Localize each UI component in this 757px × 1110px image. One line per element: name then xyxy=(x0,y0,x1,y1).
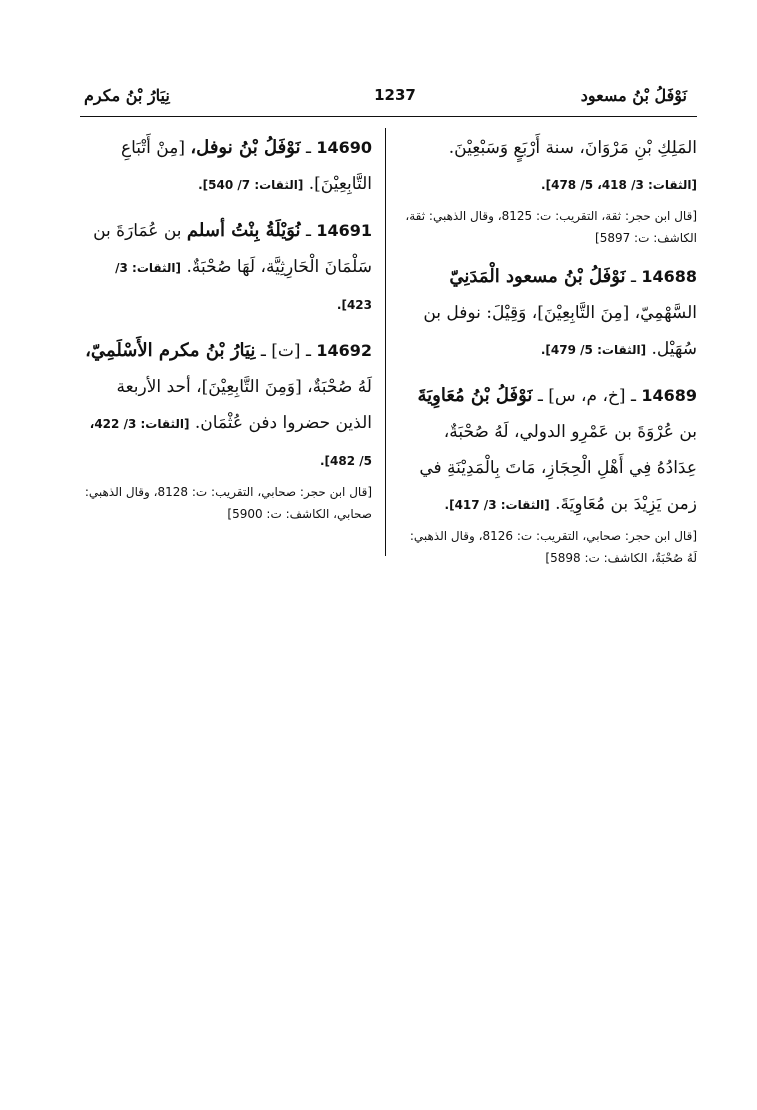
entry-name: نَوْفَلُ بْنُ مُعَاوِيَةَ xyxy=(417,385,533,406)
entry-text: بن عُرْوَةَ بن عَمْرِو الدولي، لَهُ صُحْبَةٌ، عِدَادُهُ فِي أَهْلِ الْحِجَازِ، مَاتَ بِالْمَدِيْنَةِ في زمن يَزِيْدَ بن مُعَاوِيَةَ. xyxy=(419,422,697,514)
dash: ـ xyxy=(305,221,311,241)
continuation-note: [قال ابن حجر: ثقة، التقريب: ت: 8125، وقال الذهبي: ثقة، الكاشف: ت: 5897] xyxy=(405,209,697,245)
header-rule xyxy=(80,116,697,117)
continuation-entry xyxy=(400,130,697,249)
entry-14690 xyxy=(80,130,372,203)
entry-number: 14689 xyxy=(641,386,697,405)
entry-text: السَّهْمِيّ، [مِنَ التَّابِعِيْنَ]، وَقِيْلَ: نوفل بن سُهَيْل. xyxy=(423,303,697,359)
running-header-left: نِيَارُ بْنُ مكرم xyxy=(84,86,170,105)
entry-ref: [الثقات: 3/ 422، 5/ 482]. xyxy=(89,417,372,468)
entry-tags: [ت] xyxy=(271,341,301,361)
entry-text: [مِنْ أَتْبَاعِ التَّابِعِيْنَ]. xyxy=(120,138,372,194)
entry-number: 14690 xyxy=(316,138,372,157)
dash: ـ xyxy=(260,341,266,361)
entry-text: بن عُمَارَةَ بن سَلْمَانَ الْحَارِثِيَّة، لَهَا صُحْبَةٌ. xyxy=(93,221,372,277)
dash: ـ xyxy=(305,341,311,361)
left-column xyxy=(80,130,372,535)
dash: ـ xyxy=(630,386,636,406)
entry-14691 xyxy=(80,213,372,323)
entry-number: 14692 xyxy=(316,341,372,360)
entry-ref: [الثقات: 5/ 479]. xyxy=(540,343,647,357)
dash: ـ xyxy=(305,138,311,158)
entry-note: [قال ابن حجر: صحابي، التقريب: ت: 8126، وقال الذهبي: لَهُ صُحْبَةٌ، الكاشف: ت: 5898] xyxy=(409,529,697,565)
dash: ـ xyxy=(630,267,636,287)
continuation-text: المَلِكِ بْنِ مَرْوَانَ، سنة أَرْبَعٍ وَسَبْعِيْنَ. xyxy=(448,138,697,158)
entry-name: نَوْفَلُ بْنُ مسعود الْمَدَنِيّ xyxy=(449,266,626,287)
column-divider xyxy=(385,128,386,556)
entry-tags: [خ، م، س] xyxy=(548,386,626,406)
entry-note: [قال ابن حجر: صحابي، التقريب: ت: 8128، وقال الذهبي: صحابي، الكاشف: ت: 5900] xyxy=(84,485,372,521)
running-header-right: نَوْفَلُ بْنُ مسعود xyxy=(580,86,687,105)
entry-14692 xyxy=(80,333,372,525)
entry-14688 xyxy=(400,259,697,368)
continuation-ref: [الثقات: 3/ 418، 5/ 478]. xyxy=(541,178,697,192)
dash: ـ xyxy=(537,386,543,406)
entry-name: نَوْفَلُ بْنُ نوفل، xyxy=(190,137,301,158)
entry-ref: [الثقات: 7/ 540]. xyxy=(198,178,304,192)
entry-ref: [الثقات: 3/ 423]. xyxy=(115,261,372,312)
entry-14689 xyxy=(400,378,697,569)
entry-name: نِيَارُ بْنُ مكرم الأَسْلَمِيّ، xyxy=(85,340,256,361)
entry-name: نُوَيْلَةُ بِنْتُ أسلم xyxy=(186,220,301,241)
entry-number: 14691 xyxy=(316,221,372,240)
page-number: 1237 xyxy=(374,86,416,104)
entry-ref: [الثقات: 3/ 417]. xyxy=(444,498,550,512)
right-column xyxy=(400,130,697,579)
entry-number: 14688 xyxy=(641,267,697,286)
entry-text: لَهُ صُحْبَةٌ، [وَمِنَ التَّابِعِيْنَ]، أحد الأربعة الذين حضروا دفن عُثْمَان. xyxy=(116,377,372,433)
